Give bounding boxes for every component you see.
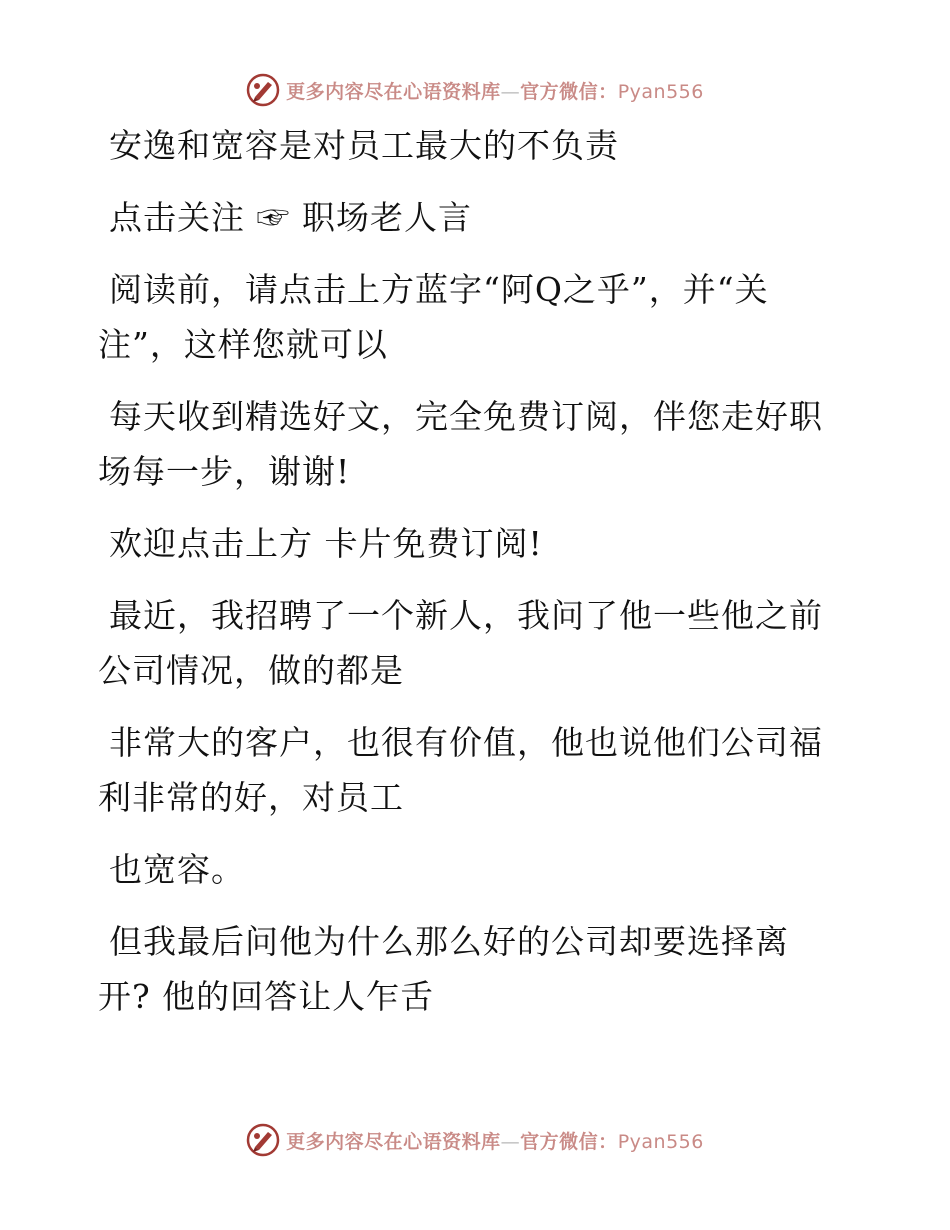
paragraph-text: 安逸和宽容是对员工最大的不负责 (109, 126, 619, 165)
paragraph-read-before (98, 262, 838, 372)
document-body (98, 118, 838, 1041)
paragraph-text: 最近，我招聘了一个新人，我问了他一些他之前公司情况，做的都是 (98, 596, 823, 690)
paragraph-text: 非常大的客户，也很有价值，他也说他们公司福利非常的好，对员工 (98, 723, 823, 817)
paragraph-follow (98, 190, 838, 245)
paragraph-daily (98, 389, 838, 499)
banner-wechat-label: 官方微信： (520, 1130, 618, 1153)
paragraph-text: 阅读前，请点击上方蓝字“阿Q之乎”，并“关注”，这样您就可以 (98, 270, 769, 364)
header-banner-text (286, 77, 704, 104)
banner-main-text: 更多内容尽在心语资料库 (286, 1130, 501, 1153)
paragraph-text: 每天收到精选好文，完全免费订阅，伴您走好职场每一步，谢谢! (98, 397, 823, 491)
paragraph-question (98, 914, 838, 1024)
footer-banner-text (286, 1127, 704, 1154)
pen-circle-logo-icon (246, 1123, 280, 1157)
banner-main-text: 更多内容尽在心语资料库 (286, 80, 501, 103)
footer-banner (0, 1120, 950, 1160)
paragraph-text: 但我最后问他为什么那么好的公司却要选择离开? 他的回答让人乍舌 (98, 922, 789, 1016)
banner-wechat-label: 官方微信： (520, 80, 618, 103)
banner-dash: — (500, 1130, 521, 1153)
paragraph-text: 点击关注 ☞ 职场老人言 (109, 198, 472, 237)
banner-dash: — (500, 80, 521, 103)
paragraph-welcome (98, 516, 838, 571)
banner-wechat-id: Pyan556 (617, 80, 704, 103)
pen-circle-logo-icon (246, 73, 280, 107)
paragraph-recently (98, 588, 838, 698)
banner-wechat-id: Pyan556 (617, 1130, 704, 1153)
paragraph-tolerant (98, 842, 838, 897)
header-banner (0, 70, 950, 110)
paragraph-text: 欢迎点击上方 卡片免费订阅! (109, 524, 543, 563)
paragraph-text: 也宽容。 (109, 850, 245, 889)
paragraph-title (98, 118, 838, 173)
paragraph-clients (98, 715, 838, 825)
